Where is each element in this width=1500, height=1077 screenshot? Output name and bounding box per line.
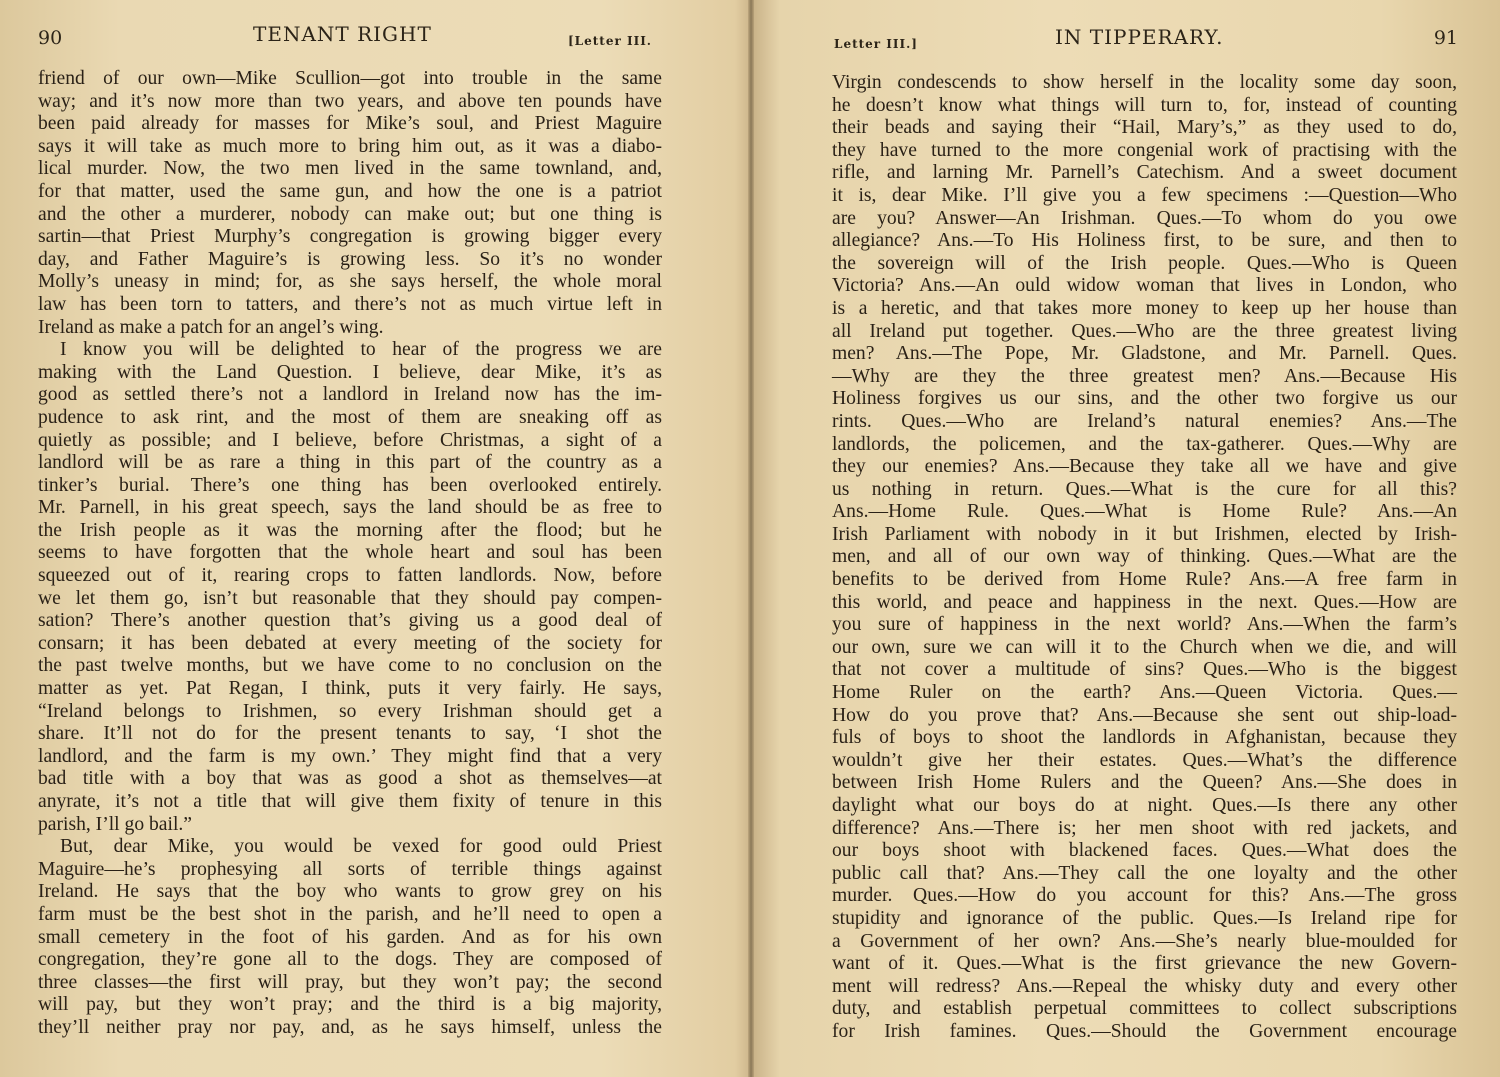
text-line: is a heretic, and that takes more money to keep up her house than (832, 297, 1457, 319)
text-line: tinker’s burial. There’s one thing has been overlooked entirely. (38, 474, 662, 496)
text-line: matter as yet. Pat Regan, I think, puts it very fairly. He says, (38, 678, 662, 700)
text-line: sation? There’s another question that’s giving us a good deal of (38, 610, 662, 632)
text-line: congregation, they’re gone all to the dogs. They are composed of (38, 949, 662, 971)
text-line: want of it. Ques.—What is the first grievance the new Govern- (832, 953, 1457, 975)
text-line: making with the Land Question. I believe, dear Mike, it’s as (38, 361, 662, 383)
text-line: us nothing in return. Ques.—What is the cure for all this? (832, 478, 1457, 500)
text-line: landlords, the policemen, and the tax-gatherer. Ques.—Why are (832, 433, 1457, 455)
text-line: the sovereign will of the Irish people. Ques.—Who is Queen (832, 252, 1457, 274)
text-line: Virgin condescends to show herself in the locality some day soon, (832, 72, 1457, 93)
text-line: pudence to ask rint, and the most of them are sneaking off as (38, 406, 662, 428)
page-number: 91 (1433, 27, 1458, 49)
text-line: landlord will be as rare a thing in this part of the country as a (38, 452, 662, 474)
text-line: allegiance? Ans.—To His Holiness first, to be sure, and then to (832, 230, 1457, 252)
text-line: Irish Parliament with nobody in it but Irishmen, elected by Irish- (832, 523, 1457, 545)
text-line: fuls of boys to shoot the landlords in Afghanistan, because they (832, 727, 1457, 749)
text-line: landlord, and the farm is my own.’ They might find that a very (38, 745, 662, 767)
text-line: for Irish famines. Ques.—Should the Government encourage (832, 1020, 1457, 1042)
text-line: squeezed out of it, rearing crops to fatten landlords. Now, before (38, 565, 662, 587)
text-line: Home Ruler on the earth? Ans.—Queen Victoria. Ques.— (832, 682, 1457, 704)
text-line: wouldn’t give her their estates. Ques.—What’s the difference (832, 749, 1457, 771)
text-line: But, dear Mike, you would be vexed for good ould Priest (60, 836, 662, 858)
text-line: way; and it’s now more than two years, and above ten pounds have (38, 90, 662, 112)
text-line: he doesn’t know what things will turn to, for, instead of counting (832, 94, 1457, 116)
page-body-text (38, 68, 662, 1040)
text-line: men? Ans.—The Pope, Mr. Gladstone, and Mr. Parnell. Ques. (832, 343, 1457, 365)
text-line: seems to have forgotten that the whole heart and soul has been (38, 542, 662, 564)
text-line: Victoria? Ans.—An ould widow woman that lives in London, who (832, 275, 1457, 297)
text-line: small cemetery in the foot of his garden. And as for his own (38, 926, 662, 948)
text-line: men, and all of our own way of thinking. Ques.—What are the (832, 546, 1457, 568)
text-line: between Irish Home Rulers and the Queen? Ans.—She does in (832, 772, 1457, 794)
text-line: they’ll neither pray nor pay, and, as he says himself, unless the (38, 1016, 662, 1038)
page-number: 90 (38, 27, 63, 49)
text-line: parish, I’ll go bail.” (38, 813, 192, 835)
text-line: the past twelve months, but we have come to no conclusion on the (38, 655, 662, 677)
text-line: been paid already for masses for Mike’s soul, and Priest Maguire (38, 113, 662, 135)
text-line: their beads and saying their “Hail, Mary’s,” as they used to do, (832, 117, 1457, 139)
text-line: good as settled there’s not a landlord in Ireland now has the im- (38, 384, 662, 406)
text-line: benefits to be derived from Home Rule? Ans.—A free farm in (832, 569, 1457, 591)
text-line: —Why are they the three greatest men? Ans.—Because His (832, 365, 1457, 387)
running-title: IN TIPPERARY. (1055, 25, 1224, 49)
text-line: three classes—the first will pray, but they won’t pay; the second (38, 971, 662, 993)
letter-reference: Letter III.] (834, 37, 918, 51)
text-line: difference? Ans.—There is; her men shoot with red jackets, and (832, 817, 1457, 839)
running-title: TENANT RIGHT (253, 22, 432, 46)
text-line: Mr. Parnell, in his great speech, says the land should be as free to (38, 497, 662, 519)
text-line: friend of our own—Mike Scullion—got into trouble in the same (38, 68, 662, 89)
text-line: sartin—that Priest Murphy’s congregation is growing bigger every (38, 226, 662, 248)
text-line: law has been torn to tatters, and there’s not as much virtue left in (38, 293, 662, 315)
letter-reference: [Letter III. (568, 34, 652, 48)
text-line: Holiness forgives us our sins, and the other two forgive us our (832, 388, 1457, 410)
text-line: our boys shoot with blackened faces. Ques.—What does the (832, 840, 1457, 862)
text-line: it is, dear Mike. I’ll give you a few specimens :—Question—Who (832, 184, 1457, 206)
text-line: Ireland. He says that the boy who wants to grow grey on his (38, 881, 662, 903)
text-line: rints. Ques.—Who are Ireland’s natural enemies? Ans.—The (832, 410, 1457, 432)
text-line: they our enemies? Ans.—Because they take all we have and give (832, 456, 1457, 478)
text-line: ment will redress? Ans.—Repeal the whisky duty and every other (832, 975, 1457, 997)
text-line: rifle, and larning Mr. Parnell’s Catechism. And a sweet document (832, 162, 1457, 184)
text-line: duty, and establish perpetual committees to collect subscriptions (832, 998, 1457, 1020)
text-line: and the other a murderer, nobody can make out; but one thing is (38, 203, 662, 225)
text-line: a Government of her own? Ans.—She’s nearly blue-moulded for (832, 930, 1457, 952)
text-line: I know you will be delighted to hear of the progress we are (60, 339, 662, 361)
text-line: that not cover a multitude of sins? Ques.—Who is the biggest (832, 659, 1457, 681)
text-line: public call that? Ans.—They call the one loyalty and the other (832, 862, 1457, 884)
text-line: we let them go, isn’t but reasonable that they should pay compen- (38, 587, 662, 609)
text-line: are you? Answer—An Irishman. Ques.—To whom do you owe (832, 207, 1457, 229)
text-line: you sure of happiness in the next world? Ans.—When the farm’s (832, 614, 1457, 636)
text-line: says it will take as much more to bring him out, as it was a diabo- (38, 135, 662, 157)
text-line: this world, and peace and happiness in the next. Ques.—How are (832, 591, 1457, 613)
text-line: day, and Father Maguire’s is growing less. So it’s no wonder (38, 248, 662, 270)
text-line: stupidity and ignorance of the public. Ques.—Is Ireland ripe for (832, 907, 1457, 929)
text-line: “Ireland belongs to Irishmen, so every Irishman should get a (38, 700, 662, 722)
text-line: consarn; it has been debated at every meeting of the society for (38, 632, 662, 654)
page-body-text (832, 72, 1457, 1044)
text-line: anyrate, it’s not a title that will give them fixity of tenure in this (38, 791, 662, 812)
text-line: they have turned to the more congenial work of practising with the (832, 139, 1457, 161)
text-line: the Irish people as it was the morning after the flood; but he (38, 519, 662, 541)
text-line: share. It’ll not do for the present tenants to say, ‘I shot the (38, 723, 662, 745)
text-line: Maguire—he’s prophesying all sorts of terrible things against (38, 858, 662, 880)
text-line: Ans.—Home Rule. Ques.—What is Home Rule? Ans.—An (832, 501, 1457, 523)
text-line: farm must be the best shot in the parish, and he’ll need to open a (38, 903, 662, 925)
text-line: How do you prove that? Ans.—Because she sent out ship-load- (832, 704, 1457, 726)
text-line: our own, sure we can will it to the Church when we die, and will (832, 636, 1457, 658)
text-line: daylight what our boys do at night. Ques.—Is there any other (832, 795, 1457, 816)
text-line: quietly as possible; and I believe, before Christmas, a sight of a (38, 429, 662, 451)
text-line: will pay, but they won’t pray; and the third is a big majority, (38, 994, 662, 1016)
text-line: for that matter, used the same gun, and how the one is a patriot (38, 180, 662, 202)
right-page (752, 0, 1500, 1077)
text-line: bad title with a boy that was as good a shot as themselves—at (38, 768, 662, 790)
text-line: Molly’s uneasy in mind; for, as she says herself, the whole moral (38, 271, 662, 293)
text-line: lical murder. Now, the two men lived in the same townland, and, (38, 158, 662, 180)
text-line: all Ireland put together. Ques.—Who are the three greatest living (832, 320, 1457, 342)
text-line: Ireland as make a patch for an angel’s wing. (38, 316, 384, 338)
text-line: murder. Ques.—How do you account for this? Ans.—The gross (832, 885, 1457, 907)
